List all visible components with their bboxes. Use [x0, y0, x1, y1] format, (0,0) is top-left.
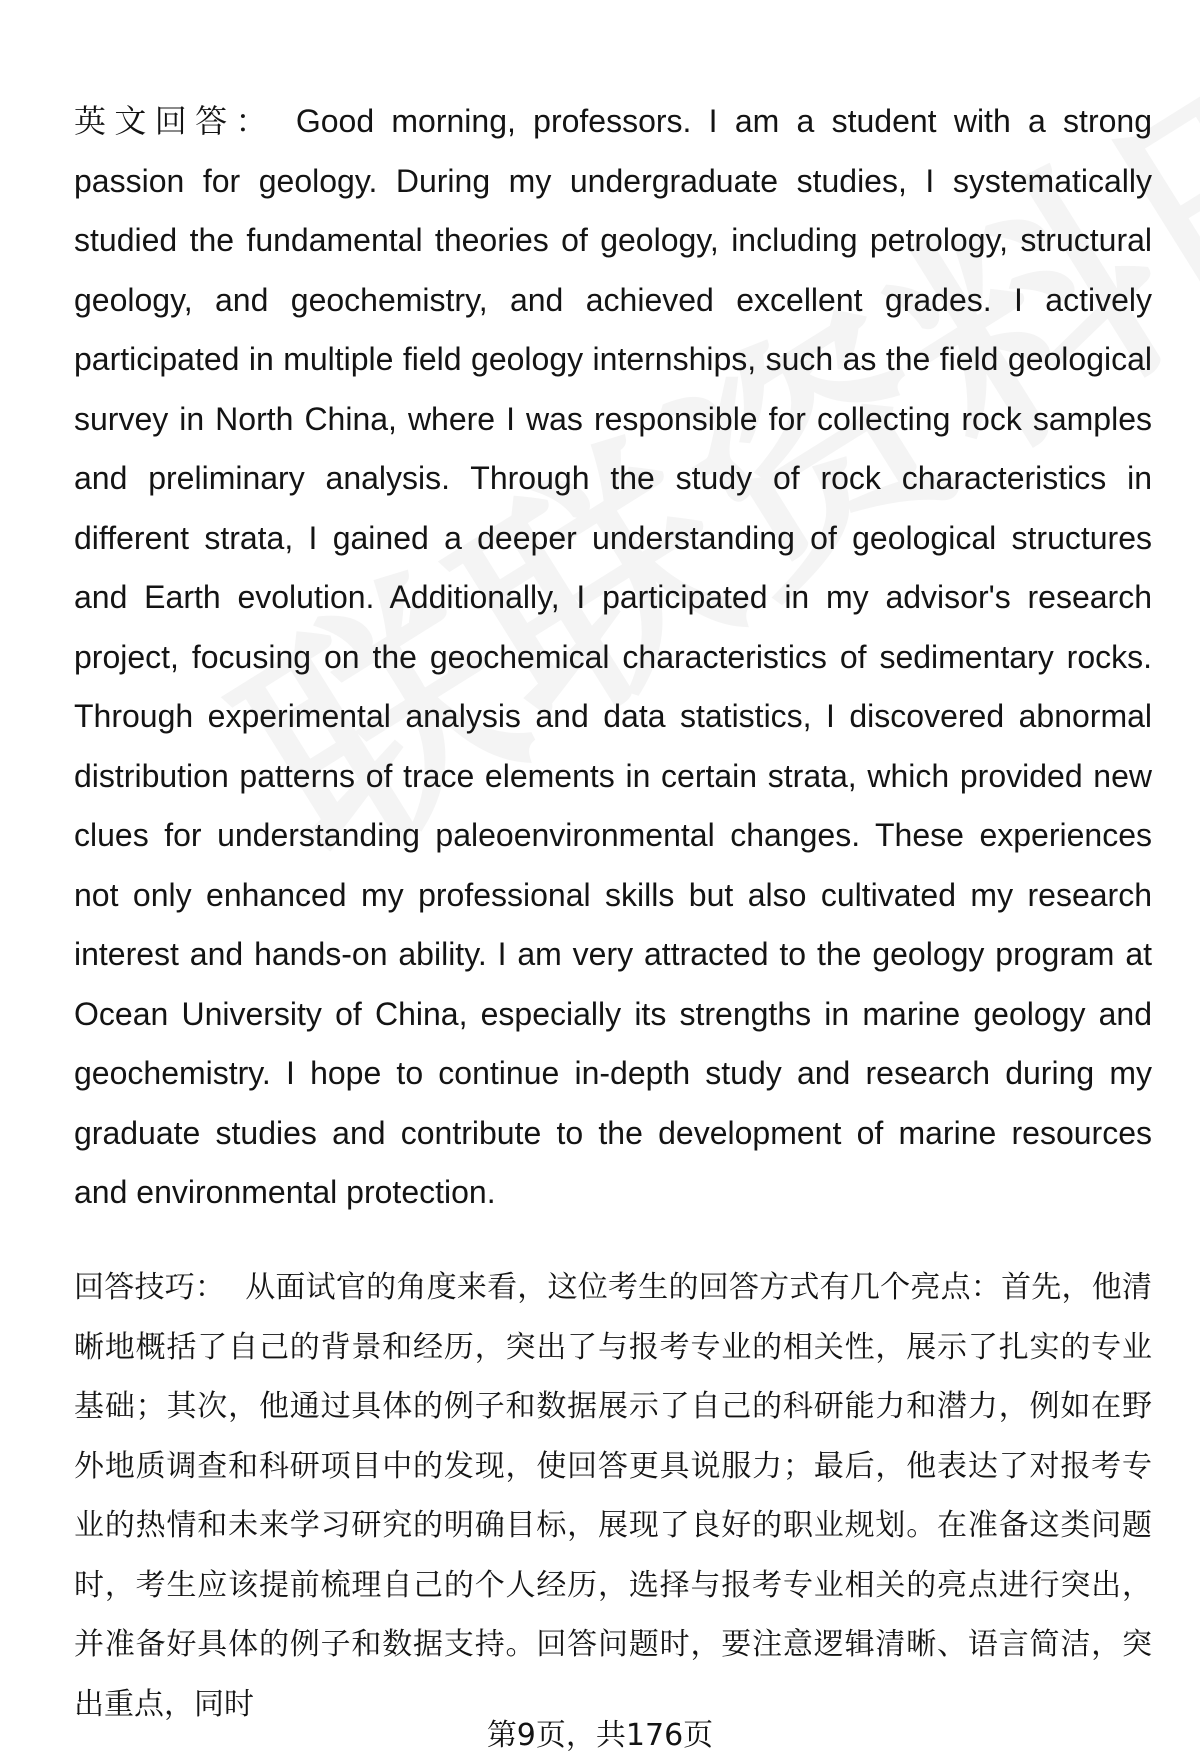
english-answer-label: 英文回答： — [74, 103, 276, 139]
english-answer-text: Good morning, professors. I am a student with a strong passion for geology. During my undergraduate studies, I systematically studied the fundamental theories of geology, including petrology, structural geology, and geochemistry, and achieved excellent grades. I actively participated in multiple field geology internships, such as the field geological survey in North China, where I was responsible for collecting rock samples and preliminary analysis. Through the study of rock characteristics in different strata, I gained a deeper understanding of geological structures and Earth evolution. Additionally, I participated in my advisor's research project, focusing on the geochemical characteristics of sedimentary rocks. Through experimental analysis and data statistics, I discovered abnormal distribution patterns of trace elements in certain strata, which provided new clues for understanding paleoenvironmental changes. These experiences not only enhanced my professional skills but also cultivated my research interest and hands-on ability. I am very attracted to the geology program at Ocean University of China, especially its strengths in marine geology and geochemistry. I hope to continue in-depth study and research during my graduate studies and contribute to the development of marine resources and environmental protection. — [74, 103, 1152, 1210]
answer-tips-text: 从面试官的角度来看，这位考生的回答方式有几个亮点：首先，他清晰地概括了自己的背景和经历，突出了与报考专业的相关性，展示了扎实的专业基础；其次，他通过具体的例子和数据展示了自己的科研能力和潜力，例如在野外地质调查和科研项目中的发现，使回答更具说服力；最后，他表达了对报考专业的热情和未来学习研究的明确目标，展现了良好的职业规划。在准备这类问题时，考生应该提前梳理自己的个人经历，选择与报考专业相关的亮点进行突出，并准备好具体的例子和数据支持。回答问题时，要注意逻辑清晰、语言简洁，突出重点，同时 — [74, 1270, 1153, 1722]
english-answer-paragraph — [74, 92, 1152, 1223]
answer-tips-paragraph — [74, 1258, 1152, 1734]
answer-tips-label: 回答技巧： — [74, 1270, 226, 1305]
page-number-footer: 第9页，共176页 — [486, 1718, 714, 1753]
